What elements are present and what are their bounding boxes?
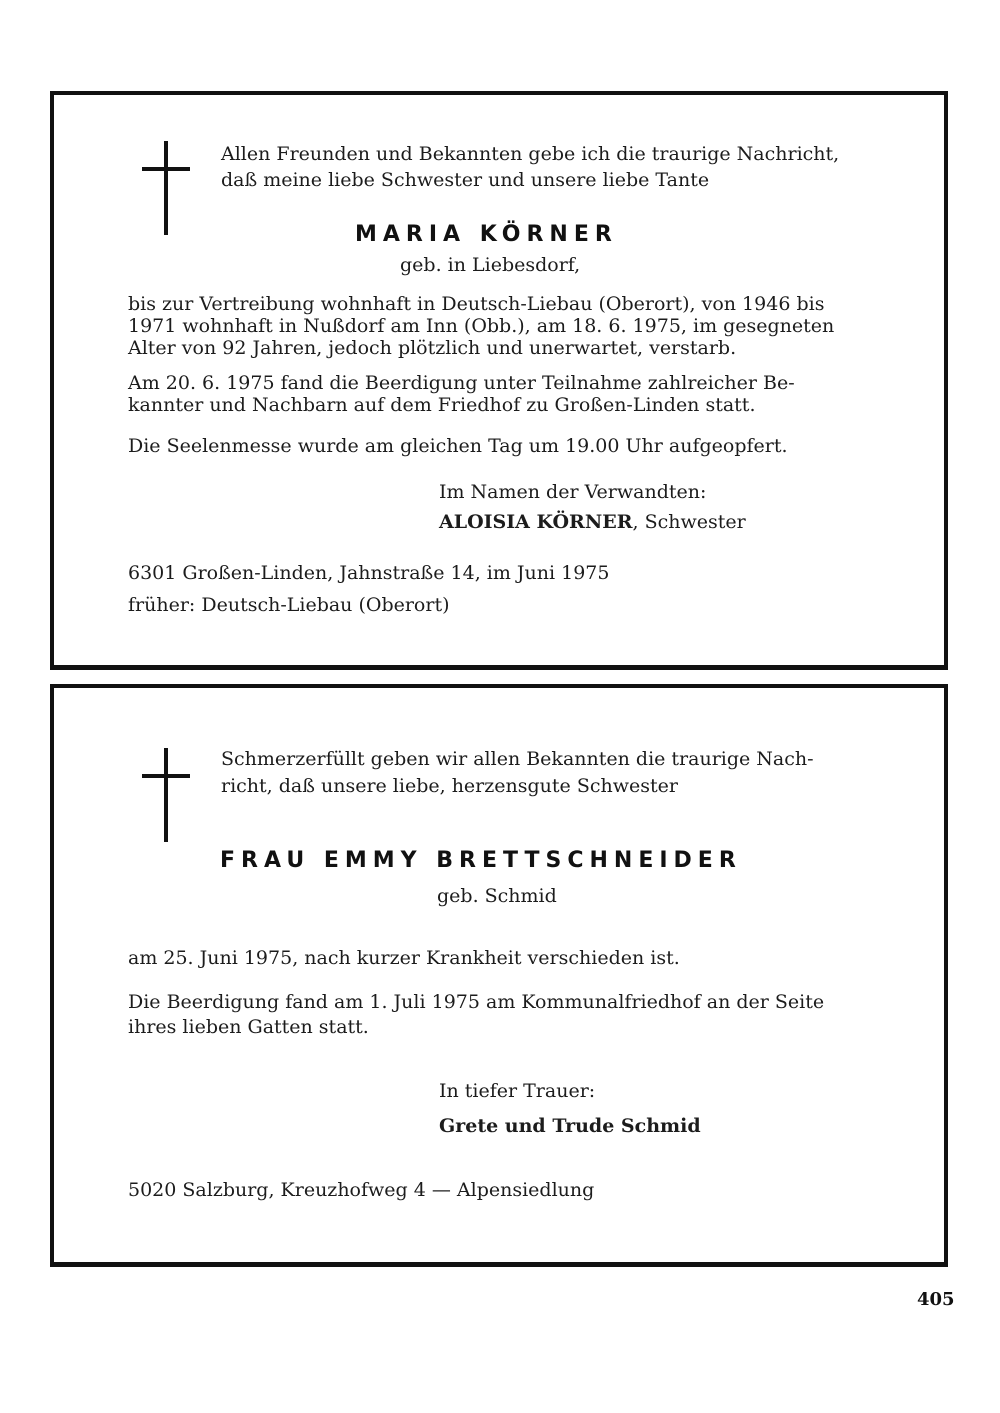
notice-paragraph bbox=[128, 293, 868, 359]
paragraph-line: Die Beerdigung fand am 1. Juli 1975 am Kommunalfriedhof an der Seite bbox=[128, 991, 825, 1013]
address-line: früher: Deutsch-Liebau (Oberort) bbox=[128, 594, 450, 616]
paragraph-line: bis zur Vertreibung wohnhaft in Deutsch-Liebau (Oberort), von 1946 bis bbox=[128, 293, 825, 315]
deceased-name: MARIA KÖRNER bbox=[355, 222, 618, 247]
notice-paragraph bbox=[128, 989, 870, 1038]
birth-note: geb. Schmid bbox=[437, 885, 557, 907]
signer bbox=[439, 509, 746, 535]
notice-intro-line: richt, daß unsere liebe, herzensgute Schwester bbox=[221, 775, 678, 797]
signer-name: ALOISIA KÖRNER bbox=[439, 511, 633, 533]
signer-relation: , Schwester bbox=[632, 511, 746, 533]
birth-note: geb. in Liebesdorf, bbox=[400, 254, 581, 276]
notice-intro-line: Allen Freunden und Bekannten gebe ich die traurige Nachricht, bbox=[221, 143, 840, 165]
signoff-intro: Im Namen der Verwandten: bbox=[439, 481, 707, 503]
signoff-intro: In tiefer Trauer: bbox=[439, 1080, 596, 1102]
paragraph-line: kannter und Nachbarn auf dem Friedhof zu Großen-Linden statt. bbox=[128, 394, 756, 416]
notice-intro-line: Schmerzerfüllt geben wir allen Bekannten die traurige Nach- bbox=[221, 748, 814, 770]
cross-icon bbox=[142, 748, 192, 842]
address-line: 6301 Großen-Linden, Jahnstraße 14, im Juni 1975 bbox=[128, 562, 610, 584]
cross-icon bbox=[142, 141, 192, 235]
address-line: 5020 Salzburg, Kreuzhofweg 4 — Alpensiedlung bbox=[128, 1179, 595, 1201]
page-number: 405 bbox=[917, 1289, 955, 1310]
notice-paragraph: am 25. Juni 1975, nach kurzer Krankheit verschieden ist. bbox=[128, 947, 680, 969]
paragraph-line: Alter von 92 Jahren, jedoch plötzlich und unerwartet, verstarb. bbox=[128, 337, 737, 359]
notice-paragraph: Die Seelenmesse wurde am gleichen Tag um 19.00 Uhr aufgeopfert. bbox=[128, 435, 788, 457]
paragraph-line: 1971 wohnhaft in Nußdorf am Inn (Obb.), am 18. 6. 1975, im gesegneten bbox=[128, 315, 835, 337]
signer-names: Grete und Trude Schmid bbox=[439, 1115, 701, 1137]
paragraph-line: ihres lieben Gatten statt. bbox=[128, 1016, 369, 1038]
divider-rule bbox=[50, 665, 948, 667]
notice-paragraph bbox=[128, 372, 868, 416]
paragraph-line: Am 20. 6. 1975 fand die Beerdigung unter Teilnahme zahlreicher Be- bbox=[128, 372, 795, 394]
notice-intro-line: daß meine liebe Schwester und unsere liebe Tante bbox=[221, 169, 710, 191]
deceased-name: FRAU EMMY BRETTSCHNEIDER bbox=[220, 848, 742, 873]
